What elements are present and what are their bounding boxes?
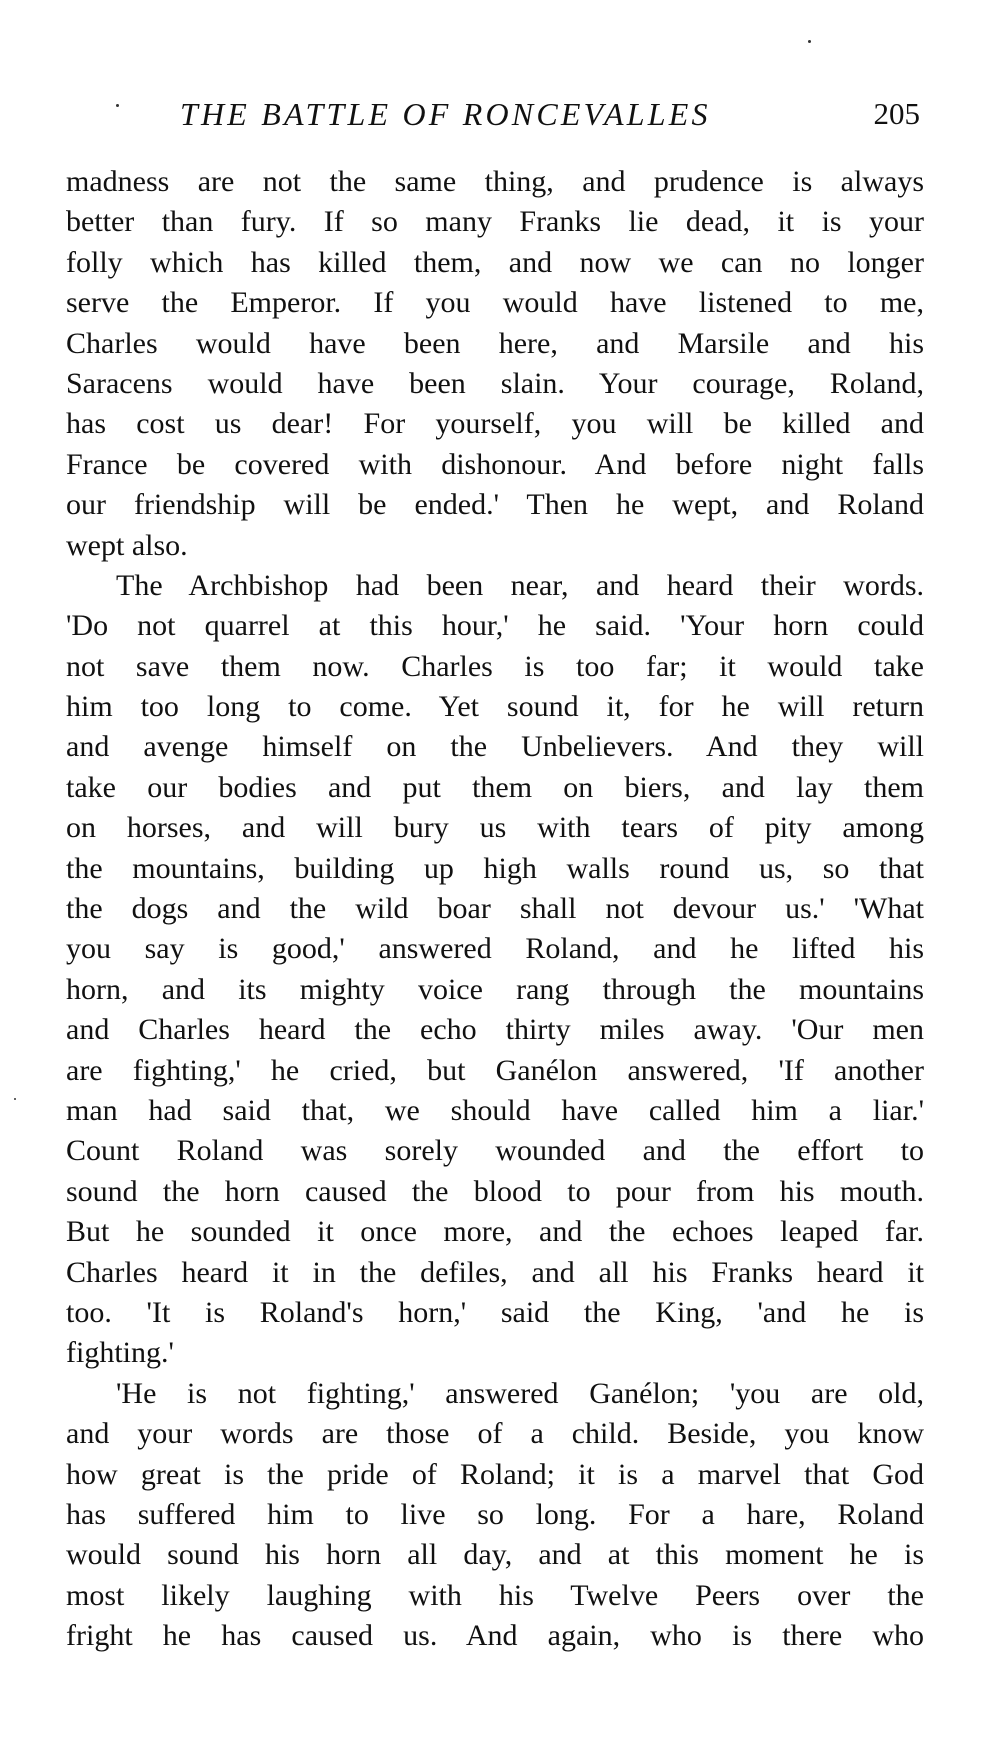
- text-line: too. 'It is Roland's horn,' said the King, 'and he is: [66, 1295, 924, 1329]
- text-line: sound the horn caused the blood to pour from his mouth.: [66, 1174, 924, 1208]
- text-line: our friendship will be ended.' Then he wept, and Roland: [66, 488, 924, 522]
- text-line: the mountains, building up high walls round us, so that: [66, 851, 924, 885]
- text-line: you say is good,' answered Roland, and he lifted his: [66, 932, 924, 966]
- text-line: most likely laughing with his Twelve Peers over the: [66, 1578, 924, 1612]
- text-line: would sound his horn all day, and at this moment he is: [66, 1538, 924, 1572]
- text-line: man had said that, we should have called him a liar.': [66, 1093, 924, 1127]
- text-line: Charles heard it in the defiles, and all his Franks heard it: [66, 1255, 924, 1289]
- text-line: fright he has caused us. And again, who is there who: [66, 1619, 924, 1653]
- paragraph-start-line: 'He is not fighting,' answered Ganélon; 'you are old,: [116, 1376, 924, 1410]
- text-line: the dogs and the wild boar shall not devour us.' 'What: [66, 892, 924, 926]
- text-line: take our bodies and put them on biers, and lay them: [66, 770, 924, 804]
- text-line: serve the Emperor. If you would have listened to me,: [66, 286, 924, 320]
- paragraph-start-line: The Archbishop had been near, and heard their words.: [116, 568, 924, 602]
- text-line: Charles would have been here, and Marsile and his: [66, 326, 924, 360]
- text-line: But he sounded it once more, and the echoes leaped far.: [66, 1215, 924, 1249]
- text-line: has cost us dear! For yourself, you will be killed and: [66, 407, 924, 441]
- scan-speck: [116, 104, 119, 107]
- text-line: and your words are those of a child. Beside, you know: [66, 1417, 924, 1451]
- text-line: Count Roland was sorely wounded and the effort to: [66, 1134, 924, 1168]
- text-line: Saracens would have been slain. Your courage, Roland,: [66, 366, 924, 400]
- text-line: horn, and its mighty voice rang through the mountains: [66, 972, 924, 1006]
- text-line: and Charles heard the echo thirty miles away. 'Our men: [66, 1013, 924, 1047]
- text-line: are fighting,' he cried, but Ganélon answered, 'If another: [66, 1053, 924, 1087]
- text-line: on horses, and will bury us with tears of pity among: [66, 811, 924, 845]
- text-line: France be covered with dishonour. And before night falls: [66, 447, 924, 481]
- text-line: and avenge himself on the Unbelievers. And they will: [66, 730, 924, 764]
- text-line: not save them now. Charles is too far; it would take: [66, 649, 924, 683]
- text-line: fighting.': [66, 1336, 174, 1370]
- text-line: folly which has killed them, and now we can no longer: [66, 245, 924, 279]
- text-line: him too long to come. Yet sound it, for he will return: [66, 690, 924, 724]
- body-text: [66, 162, 924, 1656]
- text-line: has suffered him to live so long. For a hare, Roland: [66, 1497, 924, 1531]
- scan-speck: [808, 40, 811, 43]
- text-line: madness are not the same thing, and prudence is always: [66, 165, 924, 198]
- text-line: wept also.: [66, 528, 188, 562]
- page-header: [180, 96, 920, 140]
- scan-speck: [14, 1098, 16, 1100]
- text-line: how great is the pride of Roland; it is a marvel that God: [66, 1457, 924, 1491]
- running-head: THE BATTLE OF RONCEVALLES: [180, 96, 711, 132]
- text-line: better than fury. If so many Franks lie dead, it is your: [66, 205, 924, 239]
- text-line: 'Do not quarrel at this hour,' he said. 'Your horn could: [66, 609, 924, 643]
- page-number: 205: [873, 96, 920, 131]
